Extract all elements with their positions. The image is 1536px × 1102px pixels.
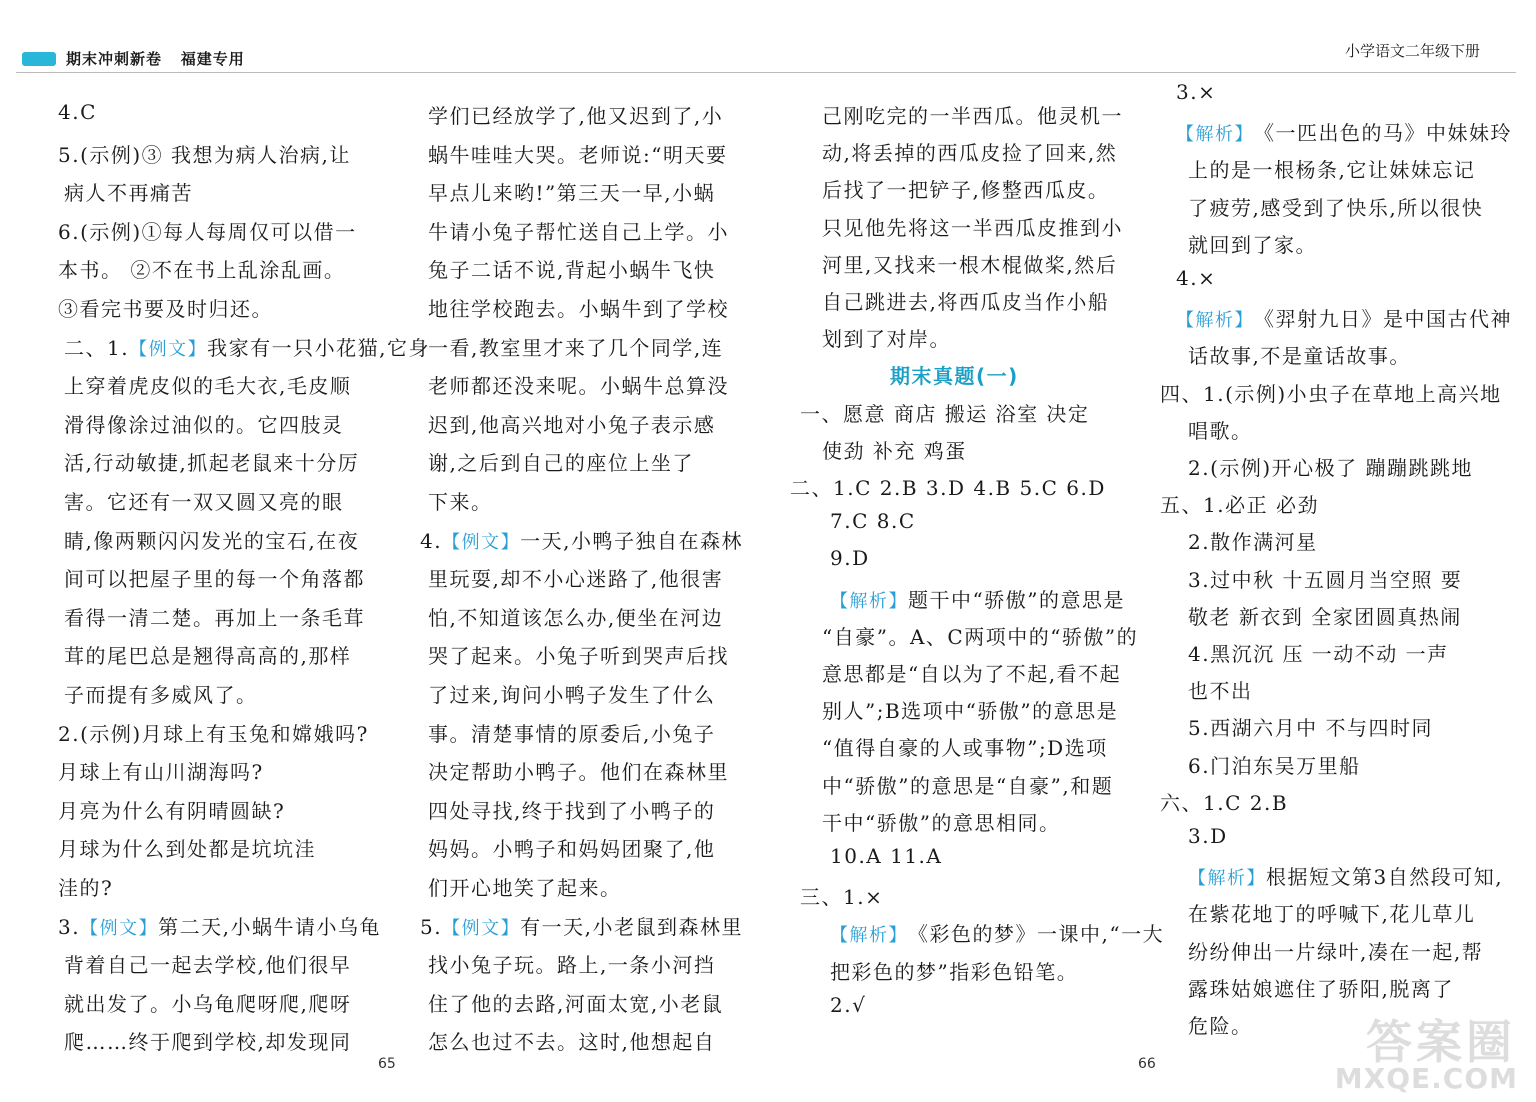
text-line: 茸的尾巴总是翘得高高的,那样 [64, 644, 352, 669]
text-line: 月亮为什么有阴晴圆缺? [58, 798, 286, 823]
analysis-tag: 【解析】 [1176, 310, 1254, 332]
text-line: 二、1.【例文】我家有一只小花猫,它身 [64, 335, 430, 360]
analysis-tag: 【解析】 [1188, 868, 1266, 890]
analysis-tag: 【解析】 [830, 925, 908, 947]
subject-label: 小学语文二年级下册 [1344, 42, 1480, 60]
analysis-tag: 【解析】 [1176, 124, 1254, 146]
text-line: 只见他先将这一半西瓜皮推到小 [822, 215, 1123, 240]
text-line: 蜗牛哇哇大哭。老师说:“明天要 [428, 142, 728, 167]
text-line: 己刚吃完的一半西瓜。他灵机一 [822, 104, 1123, 128]
text-line: 怎么也过不去。这时,他想起自 [428, 1030, 716, 1055]
text-line: 睛,像两颗闪闪发光的宝石,在夜 [64, 528, 360, 553]
text-line: 迟到,他高兴地对小兔子表示感 [428, 412, 716, 437]
text-line: 爬……终于爬到学校,却发现同 [64, 1030, 352, 1055]
text-line: ③看完书要及时归还。 [58, 297, 273, 321]
text-line: 【解析】根据短文第3自然段可知, [1188, 865, 1504, 890]
example-tag: 【例文】 [129, 338, 208, 360]
text-line: 间可以把屋子里的每一个角落都 [64, 567, 365, 592]
edition-label: 福建专用 [180, 50, 245, 68]
text-line: 看得一清二楚。再加上一条毛茸 [64, 605, 365, 630]
text-line: 危险。 [1188, 1014, 1253, 1038]
text-line: 月球上有山川湖海吗? [58, 760, 264, 785]
text-line: 活,行动敏捷,抓起老鼠来十分厉 [64, 451, 360, 476]
page-header [0, 0, 1536, 70]
example-tag: 【例文】 [80, 917, 159, 939]
watermark [1316, 1006, 1526, 1096]
text-line: 3.× [1176, 80, 1217, 104]
text-line: 干中“骄傲”的意思相同。 [822, 810, 1061, 835]
text-line: 使劲 补充 鸡蛋 [822, 438, 967, 463]
text-line: 害。它还有一双又圆又亮的眼 [64, 490, 344, 514]
text-line: 了疲劳,感受到了快乐,所以很快 [1188, 195, 1484, 220]
text-line: 月球为什么到处都是坑坑洼 [58, 837, 316, 862]
text-line: 5.(示例)③ 我想为病人治病,让 [58, 142, 351, 167]
text-line: 四、1.(示例)小虫子在草地上高兴地 [1160, 381, 1502, 406]
text-line: 后找了一把铲子,修整西瓜皮。 [822, 178, 1110, 203]
text-line: 早点儿来哟!”第三天一早,小蜗 [428, 181, 716, 206]
text-line: 别人”;B选项中“骄傲”的意思是 [822, 699, 1119, 724]
text-line: 10.A 11.A [830, 844, 943, 868]
text-line: 2.(示例)开心极了 蹦蹦跳跳地 [1188, 456, 1474, 480]
text-line: 怕,不知道该怎么办,便坐在河边 [428, 605, 724, 630]
text-line: 5.西湖六月中 不与四时同 [1188, 716, 1433, 741]
text-line: 把彩色的梦”指彩色铅笔。 [830, 959, 1079, 984]
text-line: 六、1.C 2.B [1160, 790, 1289, 815]
text-line: 一、愿意 商店 搬运 浴室 决定 [800, 401, 1090, 426]
text-line: 三、1.× [800, 885, 884, 910]
analysis-tag: 【解析】 [830, 590, 908, 612]
header-divider [16, 72, 1516, 73]
example-tag: 【例文】 [442, 917, 521, 939]
text-line: 【解析】《羿射九日》是中国古代神 [1176, 307, 1512, 332]
text-line: 在紫花地丁的呼喊下,花儿草儿 [1188, 902, 1476, 927]
text-line: 河里,又找来一根木棍做桨,然后 [822, 252, 1118, 277]
text-line: 洼的? [58, 876, 114, 900]
text-line: 五、1.必正 必劲 [1160, 493, 1319, 518]
text-line: 2.散作满河星 [1188, 530, 1318, 555]
text-line: 敬老 新衣到 全家团圆真热闹 [1188, 604, 1462, 629]
text-line: 地往学校跑去。小蜗牛到了学校 [428, 297, 729, 321]
page-number-right: 66 [1138, 1056, 1156, 1072]
text-line: 6.门泊东吴万里船 [1188, 753, 1361, 778]
text-line: 自己跳进去,将西瓜皮当作小船 [822, 290, 1110, 314]
text-line: 话故事,不是童话故事。 [1188, 344, 1411, 369]
text-line: 9.D [830, 546, 870, 571]
text-line: 4.【例文】一天,小鸭子独自在森林 [420, 528, 743, 553]
text-line: 4.C [58, 100, 97, 124]
text-line: 也不出 [1188, 679, 1253, 704]
text-line: 住了他的去路,河面太宽,小老鼠 [428, 991, 724, 1016]
text-line: 们开心地笑了起来。 [428, 876, 622, 900]
text-line: 上穿着虎皮似的毛大衣,毛皮顺 [64, 374, 352, 399]
text-line: 了过来,询问小鸭子发生了什么 [428, 683, 716, 707]
text-line: 意思都是“自以为了不起,看不起 [822, 662, 1122, 686]
text-line: 3.过中秋 十五圆月当空照 要 [1188, 567, 1463, 592]
text-line: 学们已经放学了,他又迟到了,小 [428, 104, 724, 128]
text-line: 中“骄傲”的意思是“自豪”,和题 [822, 773, 1114, 798]
text-line: 5.【例文】有一天,小老鼠到森林里 [420, 914, 743, 939]
text-line: 【解析】《彩色的梦》一课中,“一大 [830, 922, 1165, 947]
text-line: 露珠姑娘遮住了骄阳,脱离了 [1188, 976, 1454, 1001]
text-line: 就出发了。小乌龟爬呀爬,爬呀 [64, 991, 352, 1016]
text-line: 妈妈。小鸭子和妈妈团聚了,他 [428, 837, 716, 862]
text-line: 4.× [1176, 266, 1217, 290]
text-line: 滑得像涂过油似的。它四肢灵 [64, 412, 344, 437]
text-line: 兔子二话不说,背起小蜗牛飞快 [428, 258, 716, 283]
header-series [66, 48, 245, 69]
text-line: 7.C 8.C [830, 509, 916, 534]
series-badge [22, 52, 56, 66]
text-line: 期末真题(一) [890, 364, 1019, 389]
text-line: 找小兔子玩。路上,一条小河挡 [428, 953, 716, 978]
text-line: 病人不再痛苦 [64, 181, 193, 206]
text-line: 6.(示例)①每人每周仅可以借一 [58, 219, 357, 244]
watermark-logo: 答案圈 [1366, 1015, 1516, 1069]
watermark-url: MXQE.COM [1334, 1062, 1518, 1095]
text-line: 纷纷伸出一片绿叶,凑在一起,帮 [1188, 939, 1484, 964]
text-line: 里玩耍,却不小心迷路了,他很害 [428, 567, 724, 592]
text-line: 2.(示例)月球上有玉兔和嫦娥吗? [58, 721, 369, 746]
text-line: 【解析】题干中“骄傲”的意思是 [830, 587, 1125, 612]
text-line: 就回到了家。 [1188, 232, 1317, 257]
text-line: 本书。 ②不在书上乱涂乱画。 [58, 258, 346, 283]
text-line: 谢,之后到自己的座位上坐了 [428, 451, 694, 476]
text-line: 唱歌。 [1188, 418, 1253, 443]
text-line: 动,将丢掉的西瓜皮捡了回来,然 [822, 141, 1118, 166]
text-line: 老师都还没来呢。小蜗牛总算没 [428, 374, 729, 399]
text-line: 4.黑沉沉 压 一动不动 一声 [1188, 642, 1449, 666]
text-line: 划到了对岸。 [822, 327, 951, 352]
text-line: 四处寻找,终于找到了小鸭子的 [428, 798, 716, 823]
text-line: 3.【例文】第二天,小蜗牛请小乌龟 [58, 914, 381, 939]
text-line: 2.√ [830, 992, 867, 1017]
text-line: 一看,教室里才来了几个同学,连 [428, 335, 724, 360]
text-line: “值得自豪的人或事物”;D选项 [822, 736, 1108, 761]
text-line: 背着自己一起去学校,他们很早 [64, 953, 352, 978]
series-title: 期末冲刺新卷 [66, 50, 163, 68]
example-tag: 【例文】 [442, 531, 521, 553]
text-line: 【解析】《一匹出色的马》中妹妹玲 [1176, 121, 1512, 146]
text-line: “自豪”。A、C两项中的“骄傲”的 [822, 624, 1139, 649]
text-line: 子而提有多威风了。 [64, 683, 258, 707]
text-line: 二、1.C 2.B 3.D 4.B 5.C 6.D [790, 476, 1106, 500]
page-number-left: 65 [378, 1056, 396, 1072]
text-line: 3.D [1188, 824, 1228, 848]
text-line: 下来。 [428, 490, 493, 514]
text-line: 哭了起来。小兔子听到哭声后找 [428, 644, 729, 669]
text-line: 牛请小兔子帮忙送自己上学。小 [428, 219, 729, 244]
text-line: 事。清楚事情的原委后,小兔子 [428, 721, 716, 746]
text-line: 决定帮助小鸭子。他们在森林里 [428, 760, 729, 785]
text-line: 上的是一根杨条,它让妹妹忘记 [1188, 158, 1476, 183]
